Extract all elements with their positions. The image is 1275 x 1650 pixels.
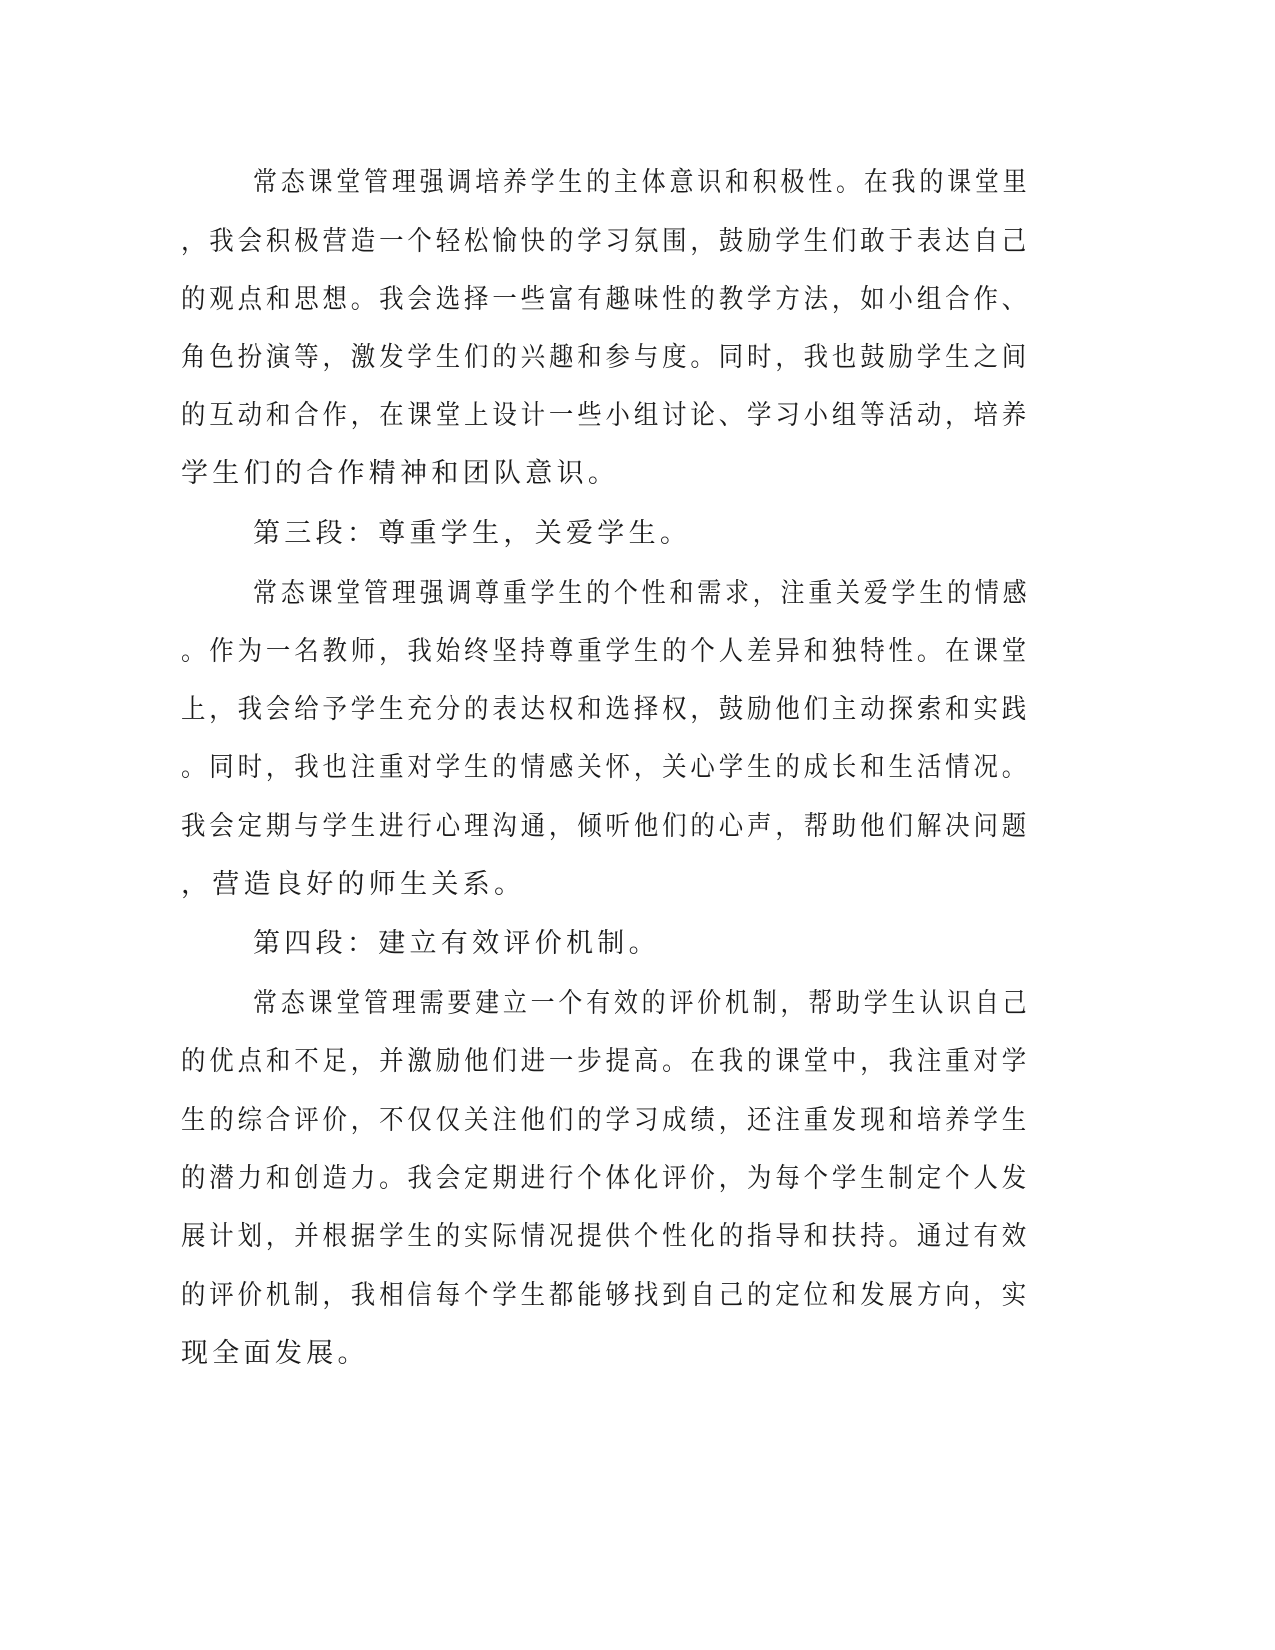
paragraph-2-line-4: 。同时，我也注重对学生的情感关怀，关心学生的成长和生活情况。 xyxy=(181,752,1031,783)
section-heading-4: 第四段：建立有效评价机制。 xyxy=(253,928,660,959)
paragraph-3-line-3: 生的综合评价，不仅仅关注他们的学习成绩，还注重发现和培养学生 xyxy=(181,1105,1031,1136)
paragraph-3-line-7: 现全面发展。 xyxy=(181,1338,369,1369)
paragraph-2-line-6: ，营造良好的师生关系。 xyxy=(181,869,526,900)
paragraph-2-line-3: 上，我会给予学生充分的表达权和选择权，鼓励他们主动探索和实践 xyxy=(181,694,1031,725)
paragraph-1-line-2: ，我会积极营造一个轻松愉快的学习氛围，鼓励学生们敢于表达自己 xyxy=(181,226,1031,257)
paragraph-3-line-1: 常态课堂管理需要建立一个有效的评价机制，帮助学生认识自己 xyxy=(253,988,1031,1019)
paragraph-3-line-6: 的评价机制，我相信每个学生都能够找到自己的定位和发展方向，实 xyxy=(181,1280,1031,1311)
paragraph-3-line-5: 展计划，并根据学生的实际情况提供个性化的指导和扶持。通过有效 xyxy=(181,1221,1031,1252)
paragraph-1-line-6: 学生们的合作精神和团队意识。 xyxy=(181,458,620,489)
paragraph-1-line-3: 的观点和思想。我会选择一些富有趣味性的教学方法，如小组合作、 xyxy=(181,284,1031,315)
paragraph-1-line-5: 的互动和合作，在课堂上设计一些小组讨论、学习小组等活动，培养 xyxy=(181,400,1031,431)
paragraph-3-line-4: 的潜力和创造力。我会定期进行个体化评价，为每个学生制定个人发 xyxy=(181,1163,1031,1194)
paragraph-3-line-2: 的优点和不足，并激励他们进一步提高。在我的课堂中，我注重对学 xyxy=(181,1046,1031,1077)
section-heading-3: 第三段：尊重学生，关爱学生。 xyxy=(253,518,692,549)
paragraph-2-line-1: 常态课堂管理强调尊重学生的个性和需求，注重关爱学生的情感 xyxy=(253,578,1031,609)
paragraph-1-line-1: 常态课堂管理强调培养学生的主体意识和积极性。在我的课堂里 xyxy=(253,167,1031,198)
paragraph-2-line-5: 我会定期与学生进行心理沟通，倾听他们的心声，帮助他们解决问题 xyxy=(181,811,1031,842)
paragraph-1-line-4: 角色扮演等，激发学生们的兴趣和参与度。同时，我也鼓励学生之间 xyxy=(181,342,1031,373)
paragraph-2-line-2: 。作为一名教师，我始终坚持尊重学生的个人差异和独特性。在课堂 xyxy=(181,636,1031,667)
